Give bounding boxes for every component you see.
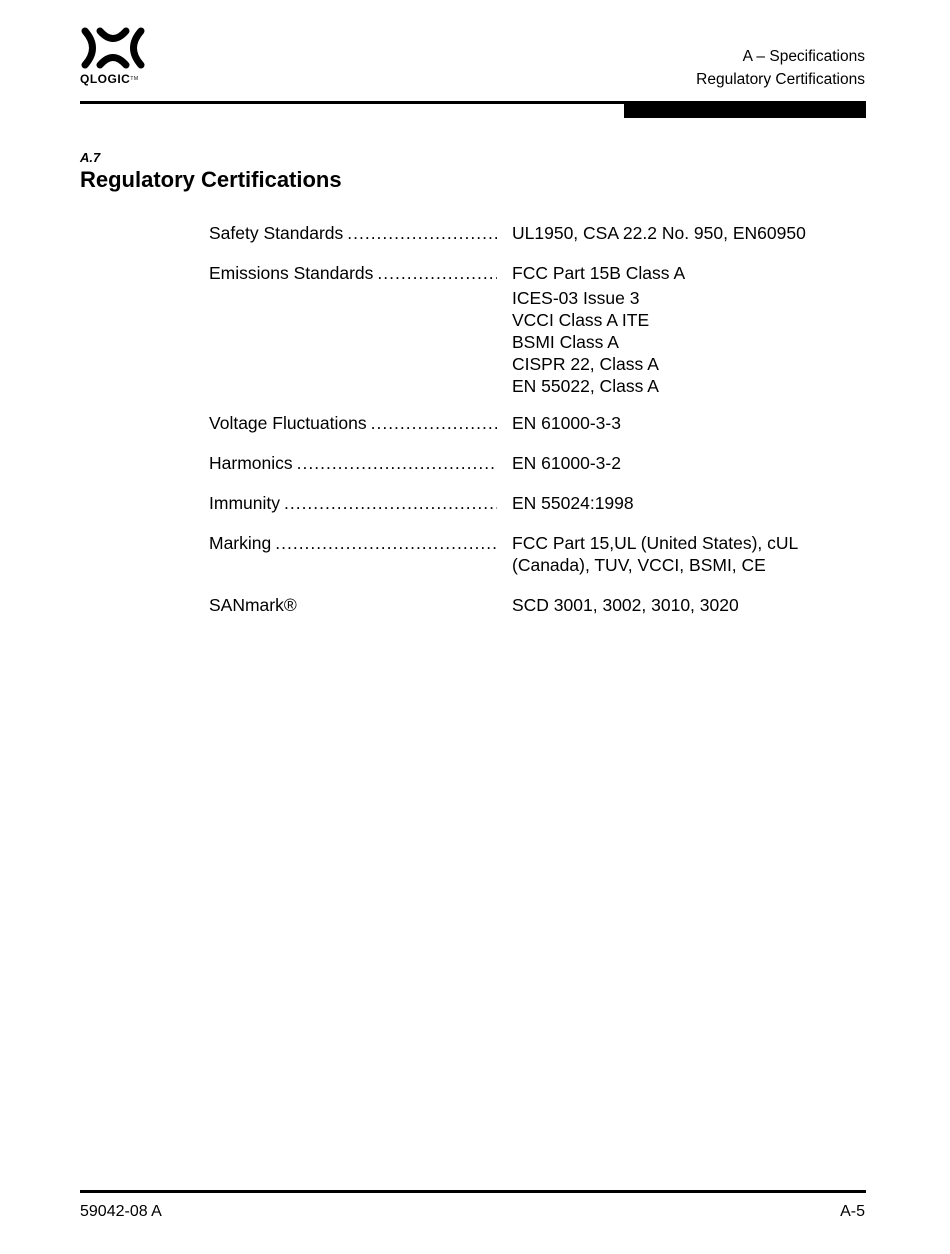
- section-number: A.7: [80, 150, 101, 165]
- spec-label: [209, 452, 497, 477]
- spec-value: EN 55024:1998: [512, 493, 634, 513]
- spec-row: [209, 594, 866, 619]
- spec-value: EN 61000-3-3: [512, 413, 621, 433]
- spec-row: [209, 452, 866, 477]
- footer-rule: [80, 1190, 866, 1193]
- spec-label-text: SANmark®: [209, 595, 297, 615]
- footer-page-number: A-5: [840, 1203, 865, 1220]
- spec-values: [512, 262, 866, 397]
- spec-values: [512, 532, 866, 579]
- dot-leader: [284, 492, 497, 517]
- spec-value: EN 55022, Class A: [512, 376, 659, 396]
- spec-label-text: Voltage Fluctuations: [209, 413, 367, 433]
- spec-label: [209, 262, 497, 397]
- spec-value: VCCI Class A ITE: [512, 310, 650, 330]
- spec-row: [209, 492, 866, 517]
- header-chapter: A – Specifications: [742, 48, 865, 65]
- dot-leader: [347, 222, 497, 247]
- spec-value: ICES-03 Issue 3: [512, 288, 640, 308]
- spec-label-text: Harmonics: [209, 453, 293, 473]
- spec-value: FCC Part 15,UL (United States), cUL (Canada), TUV, VCCI, BSMI, CE: [512, 533, 798, 575]
- qlogic-logo-icon: [80, 26, 146, 70]
- qlogic-logo-text: QLOGIC™: [80, 72, 139, 86]
- spec-values: [512, 412, 866, 437]
- spec-label: [209, 412, 497, 437]
- spec-label-text: Marking: [209, 533, 272, 553]
- spec-values: [512, 492, 866, 517]
- dot-leader: [275, 532, 497, 579]
- qlogic-logo: [80, 26, 148, 86]
- spec-row: [209, 222, 866, 247]
- spec-values: [512, 594, 866, 619]
- spec-label-text: Immunity: [209, 493, 280, 513]
- header-section: Regulatory Certifications: [696, 71, 865, 88]
- spec-label: [209, 492, 497, 517]
- spec-row: [209, 262, 866, 397]
- spec-row: [209, 532, 866, 579]
- spec-row: [209, 412, 866, 437]
- spec-label: [209, 594, 497, 619]
- spec-value: CISPR 22, Class A: [512, 354, 659, 374]
- dot-leader: [371, 412, 497, 437]
- spec-value: BSMI Class A: [512, 332, 619, 352]
- dot-leader: [297, 452, 497, 477]
- spec-table: [209, 222, 866, 634]
- dot-leader: [377, 262, 497, 397]
- spec-value: FCC Part 15B Class A: [512, 263, 686, 283]
- spec-values: [512, 452, 866, 477]
- spec-label-text: Safety Standards: [209, 223, 344, 243]
- spec-value: SCD 3001, 3002, 3010, 3020: [512, 595, 739, 615]
- spec-value: UL1950, CSA 22.2 No. 950, EN60950: [512, 223, 806, 243]
- footer-doc-number: 59042-08 A: [80, 1203, 162, 1220]
- running-header: [696, 45, 865, 91]
- spec-label: [209, 222, 497, 247]
- header-bar: [624, 103, 866, 118]
- spec-label: [209, 532, 497, 579]
- section-title: Regulatory Certifications: [80, 167, 342, 192]
- spec-label-text: Emissions Standards: [209, 263, 374, 283]
- spec-values: [512, 222, 866, 247]
- spec-value: EN 61000-3-2: [512, 453, 621, 473]
